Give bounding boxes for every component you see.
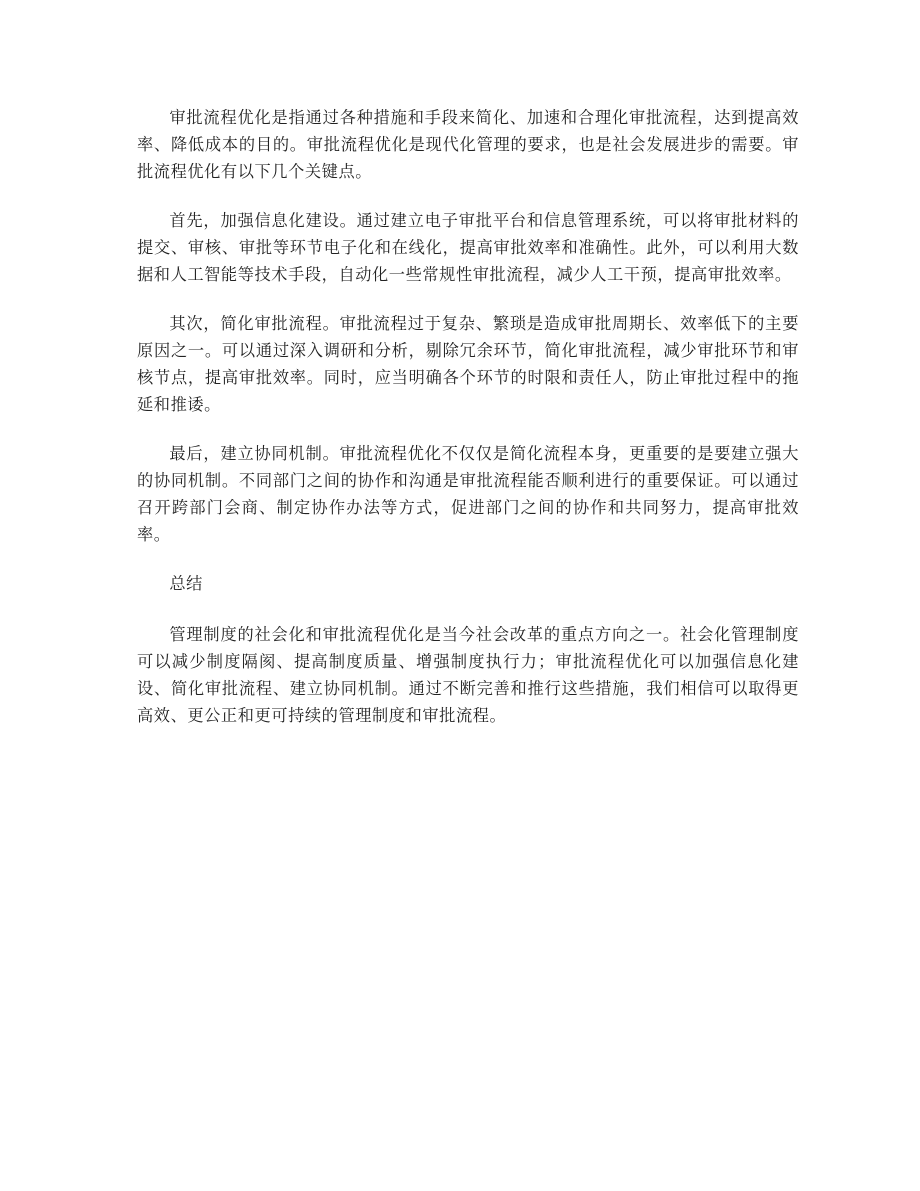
document-body	[137, 104, 799, 751]
paragraph-summary: 管理制度的社会化和审批流程优化是当今社会改革的重点方向之一。社会化管理制度可以减少制度隔阂、提高制度质量、增强制度执行力；审批流程优化可以加强信息化建设、简化审批流程、建立协同机制。通过不断完善和推行这些措施，我们相信可以取得更高效、更公正和更可持续的管理制度和审批流程。	[137, 625, 799, 725]
paragraph-collaboration: 最后，建立协同机制。审批流程优化不仅仅是简化流程本身，更重要的是要建立强大的协同机制。不同部门之间的协作和沟通是审批流程能否顺利进行的重要保证。可以通过召开跨部门会商、制定协作办法等方式，促进部门之间的协作和共同努力，提高审批效率。	[137, 444, 799, 544]
paragraph-intro: 审批流程优化是指通过各种措施和手段来简化、加速和合理化审批流程，达到提高效率、降低成本的目的。审批流程优化是现代化管理的要求，也是社会发展进步的需要。审批流程优化有以下几个关键点。	[137, 108, 799, 181]
paragraph-informatization: 首先，加强信息化建设。通过建立电子审批平台和信息管理系统，可以将审批材料的提交、审核、审批等环节电子化和在线化，提高审批效率和准确性。此外，可以利用大数据和人工智能等技术手段，自动化一些常规性审批流程，减少人工干预，提高审批效率。	[137, 211, 799, 284]
summary-heading: 总结	[169, 574, 203, 593]
paragraph-simplify-process: 其次，简化审批流程。审批流程过于复杂、繁琐是造成审批周期长、效率低下的主要原因之一。可以通过深入调研和分析，剔除冗余环节，简化审批流程，减少审批环节和审核节点，提高审批效率。同时，应当明确各个环节的时限和责任人，防止审批过程中的拖延和推诿。	[137, 314, 799, 414]
